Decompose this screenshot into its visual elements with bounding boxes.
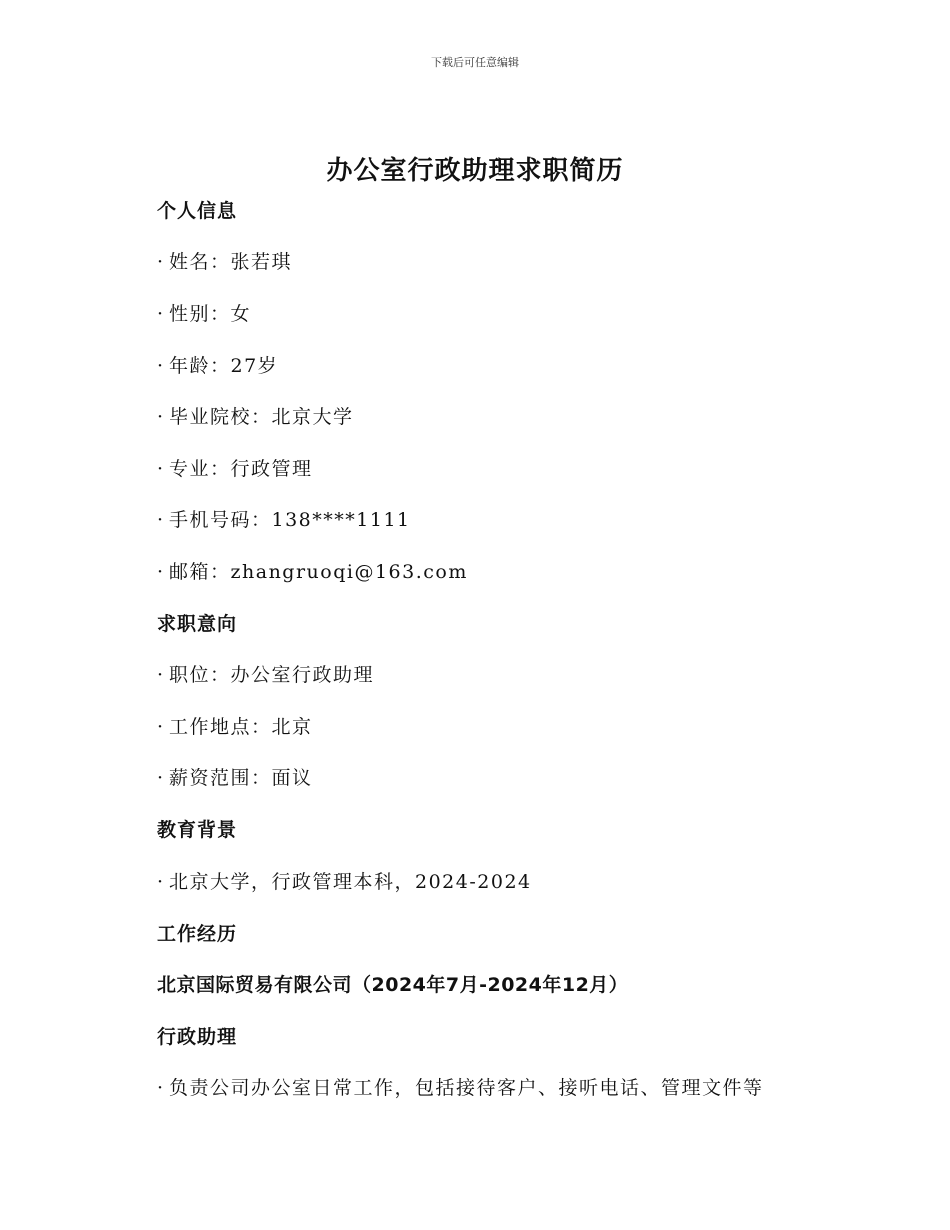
list-item: [157, 507, 411, 533]
bullet-icon: ·: [157, 1077, 165, 1099]
work-duty: 负责公司办公室日常工作，包括接待客户、接听电话、管理文件等: [169, 1077, 764, 1099]
intention-salary: 薪资范围：面议: [169, 767, 313, 789]
work-role: 行政助理: [157, 1026, 238, 1048]
bullet-icon: ·: [157, 251, 165, 273]
list-item: [157, 714, 313, 740]
list-item: [157, 353, 278, 379]
personal-major: 专业：行政管理: [169, 458, 313, 480]
bullet-icon: ·: [157, 406, 165, 428]
bullet-icon: ·: [157, 561, 165, 583]
bullet-icon: ·: [157, 303, 165, 325]
list-item: [157, 301, 251, 327]
personal-gender: 性别：女: [169, 303, 252, 325]
bullet-icon: ·: [157, 716, 165, 738]
bullet-icon: ·: [157, 355, 165, 377]
document-title: 办公室行政助理求职简历: [326, 156, 624, 186]
section-heading-personal: 个人信息: [157, 200, 238, 222]
list-item: [157, 765, 313, 791]
bullet-icon: ·: [157, 664, 165, 686]
intention-location: 工作地点：北京: [169, 716, 313, 738]
work-company: 北京国际贸易有限公司（2024年7月-2024年12月）: [157, 974, 629, 996]
page-header: 下载后可任意编辑: [431, 56, 519, 69]
bullet-icon: ·: [157, 458, 165, 480]
personal-email: 邮箱：zhangruoqi@163.com: [169, 561, 468, 583]
personal-phone: 手机号码：138****1111: [169, 509, 411, 531]
personal-age: 年龄：27岁: [169, 355, 279, 377]
education-entry: 北京大学，行政管理本科，2024-2024: [169, 871, 532, 893]
intention-position: 职位：办公室行政助理: [169, 664, 375, 686]
bullet-icon: ·: [157, 871, 165, 893]
personal-school: 毕业院校：北京大学: [169, 406, 354, 428]
list-item: [157, 249, 292, 275]
list-item: [157, 456, 313, 482]
list-item: [157, 559, 468, 585]
list-item: [157, 1075, 764, 1101]
section-heading-work: 工作经历: [157, 923, 238, 945]
section-heading-intention: 求职意向: [157, 613, 238, 635]
list-item: [157, 869, 532, 895]
section-heading-education: 教育背景: [157, 819, 238, 841]
personal-name: 姓名：张若琪: [169, 251, 293, 273]
list-item: [157, 404, 354, 430]
bullet-icon: ·: [157, 767, 165, 789]
list-item: [157, 662, 374, 688]
bullet-icon: ·: [157, 509, 165, 531]
